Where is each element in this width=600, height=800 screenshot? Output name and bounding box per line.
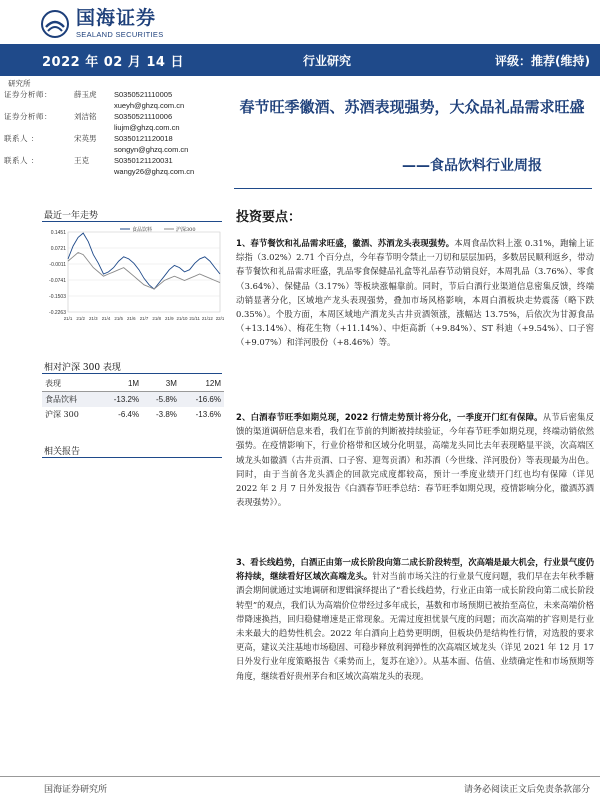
x-tick-label: 21/5: [114, 316, 123, 321]
x-tick-label: 21/2: [76, 316, 85, 321]
trend-chart: [40, 224, 224, 332]
report-subtitle: ——食品饮料行业周报: [402, 158, 542, 174]
y-tick-label: 0.1451: [50, 230, 66, 236]
x-tick-label: 21/10: [176, 316, 188, 321]
analyst-row: 证券分析师： 薛玉虎 S0350521110005: [4, 90, 173, 99]
analyst-row: [4, 122, 224, 133]
divider: [234, 188, 592, 189]
divider: [42, 221, 222, 222]
y-tick-label: 0.0721: [50, 246, 66, 252]
legend-label: 食品饮料: [132, 227, 153, 233]
analyst-email[interactable]: liujm@ghzq.com.cn: [114, 123, 180, 132]
x-tick-label: 21/12: [201, 316, 213, 321]
legend-label: 沪深300: [176, 227, 196, 233]
analyst-row: 联系人 ： 宋英男 S0350121120018: [4, 134, 173, 143]
paragraph-2: [236, 410, 594, 509]
logo-english-name: SEALAND SECURITIES: [76, 30, 164, 40]
rating-label: 评级：推荐(维持): [495, 53, 590, 68]
footer-divider: [0, 776, 600, 777]
plot-frame: [68, 232, 220, 312]
analyst-row: 证券分析师： 刘洁铭 S0350521110006: [4, 112, 173, 121]
table-row: 食品饮料 -13.2% -5.8% -16.6%: [42, 392, 224, 408]
footer-disclaimer: 请务必阅读正文后免责条款部分: [463, 785, 590, 795]
x-tick-label: 21/1: [63, 316, 73, 321]
y-tick-label: -0.1503: [49, 294, 66, 300]
company-logo: [40, 6, 240, 42]
x-tick-label: 21/7: [139, 316, 149, 321]
report-type: 行业研究: [303, 53, 352, 68]
paragraph-1-lead: 1、春节餐饮和礼品需求旺盛，徽酒、苏酒龙头表现强势。: [236, 238, 455, 248]
paragraph-3-body: 针对当前市场关注的行业景气度问题，我们早在去年秋季糖酒会期间就通过实地调研和逻辑演绎提出了“看长线趋势，行业正由第一成长阶段向第二成长阶段转型”的观点，我们认为高端价位带经过多年成长，基数和市场预期已被抬至高位，未来高端价格带降速换挡，回归稳健增速是正常现象。无需过度担忧景气度的问题；而次高端的扩容则是行业未来最大的趋势性机会。2022 年白酒向上趋势更明朗，但板块仍是结构性行情，对选股的要求更高，建议关注基地市场稳固、可稳步释放利润弹性的次高端区域龙头（详见 2021 年 12 月 17 日外发行业年度策略报告《乘势而上，复苏在途》）。从基本面、估值、业绩确定性和市场预期等角度，继续看好贵州茅台和区域次高端龙头的表现。: [236, 571, 595, 681]
header-bar: [0, 44, 600, 76]
trend-section-title: 最近一年走势: [44, 211, 99, 221]
paragraph-3: [236, 555, 594, 683]
x-tick-label: 21/3: [89, 316, 98, 321]
series-line-0: [68, 233, 220, 289]
analyst-row: [4, 166, 224, 177]
logo-chinese-name: 国海证券: [76, 7, 157, 30]
paragraph-2-lead: 2、白酒春节旺季如期兑现，2022 行情走势预计将分化，一季度开门红有保障。: [236, 412, 543, 422]
paragraph-3-lead: 3、看长线趋势，白酒正由第一成长阶段向第二成长阶段转型，次高端是最大机会，行业景气度仍将持续，继续看好区域次高端龙头。: [236, 557, 594, 582]
footer-institute: 国海证券研究所: [44, 785, 108, 795]
paragraph-1: [236, 236, 594, 350]
x-tick-label: 22/1: [215, 316, 224, 321]
analyst-email[interactable]: songyn@ghzq.com.cn: [114, 145, 189, 154]
y-tick-label: -0.0741: [49, 278, 66, 284]
x-tick-label: 21/4: [101, 316, 111, 321]
x-tick-label: 21/9: [165, 316, 174, 321]
y-tick-label: -0.0011: [49, 262, 66, 268]
analyst-email[interactable]: wangy26@ghzq.com.cn: [114, 167, 195, 176]
performance-table: [42, 376, 224, 422]
table-row: 沪深 300 -6.4% -3.8% -13.6%: [45, 410, 221, 419]
analyst-list: [4, 78, 224, 177]
analyst-email[interactable]: xueyh@ghzq.com.cn: [114, 101, 185, 110]
x-tick-label: 21/8: [152, 316, 161, 321]
analyst-row: [4, 144, 224, 155]
section-heading: 投资要点：: [236, 210, 302, 225]
report-title: 春节旺季徽酒、苏酒表现强势，大众品礼品需求旺盛: [239, 98, 585, 116]
x-tick-label: 21/6: [127, 316, 136, 321]
logo-emblem-icon: [40, 9, 70, 39]
analyst-row: 联系人 ： 王克 S0350121120031: [4, 156, 173, 165]
analyst-group-label: 研究所: [8, 79, 31, 88]
table-header-row: 表现 1M 3M 12M: [42, 376, 224, 392]
report-date: 2022 年 02 月 14 日: [42, 54, 184, 70]
paragraph-2-body: 从节后密集反馈的渠道调研信息来看，我们在节前的判断被持续验证，今年春节旺季如期兑现，终端动销依然强势。在疫情影响下，行业价格带和区域分化明显，高端龙头同比去年表现略显平淡，次高端区域龙头如徽酒（古井贡酒、口子窖、迎驾贡酒）和苏酒（今世缘、洋河股份）等表现最为出色。同时，由于当前各龙头酒企的回款完成度都较高，预计一季度业绩开门红也均有保障（详见 2022 年 2 月 7 日外发报告《白酒春节旺季总结：春节旺季如期兑现，疫情影响分化，徽酒苏酒表现强势》）。: [236, 412, 595, 508]
perf-section-title: 相对沪深 300 表现: [44, 363, 121, 373]
y-tick-label: -0.2263: [49, 310, 66, 316]
series-line-1: [68, 253, 220, 290]
paragraph-1-body: 本周食品饮料上涨 0.31%，跑输上证综指（3.02%）2.71 个百分点，今年春节明令禁止一刀切和层层加码，多数居民顺利返乡，带动春节餐饮和礼品需求旺盛，乳品零食保健品礼盒等礼品春节动销良好，本周乳品（3.76%）、零食（3.64%）、保健品（3.17%）等板块涨幅靠前。同时，节后白酒行业渠道信息密集反馈，终端动销显著分化，区域地产龙头表现强势，叠加市场风格影响，本周白酒板块走势震荡（略下跌 0.35%）。个股方面，本周区域地产酒龙头古井贡酒领涨，涨幅达 13.75%，后依次为甘源食品（+13.14%）、梅花生物（+11.14%）、中炬高新（+9.84%）、ST 科迪（+9.54%）、口子窖（+9.07%）和洋河股份（+8.46%）等。: [236, 238, 594, 348]
analyst-row: [4, 100, 224, 111]
x-tick-label: 21/11: [189, 316, 201, 321]
trend-chart-svg: [40, 224, 224, 332]
related-reports-title: 相关报告: [44, 447, 81, 457]
divider: [42, 457, 222, 458]
divider: [42, 373, 222, 374]
